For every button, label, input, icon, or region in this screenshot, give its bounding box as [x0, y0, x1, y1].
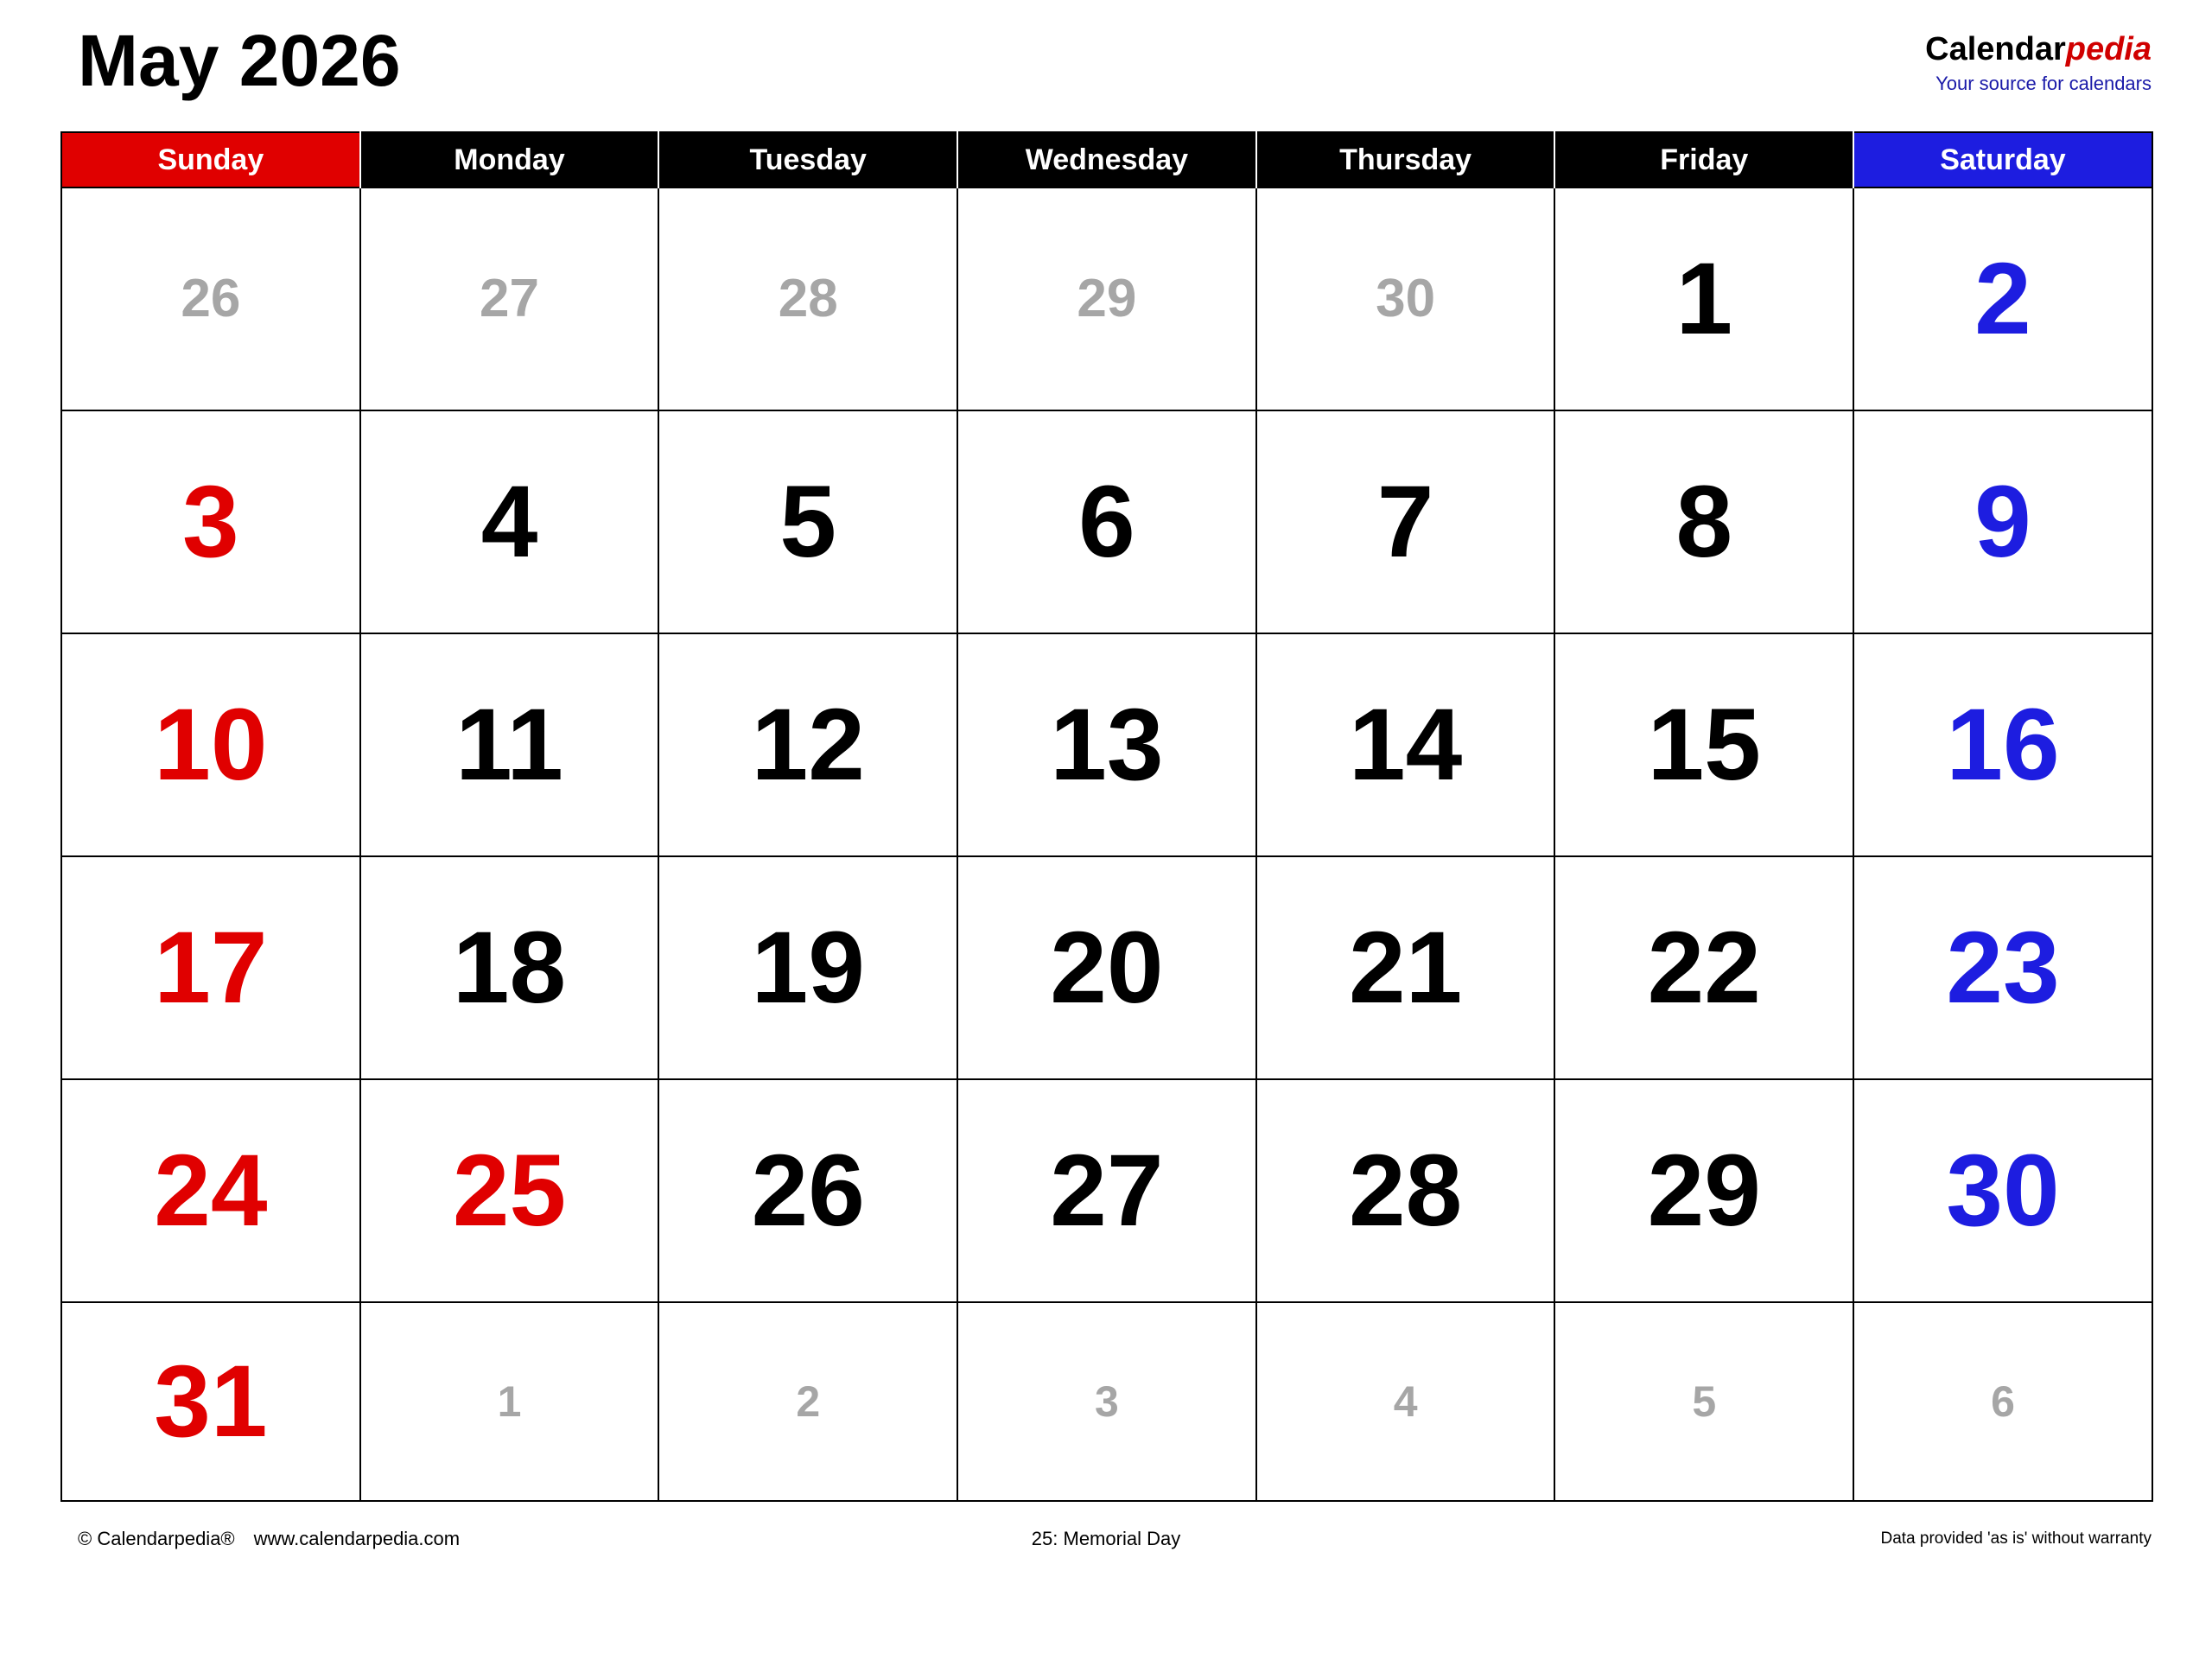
- calendar-day-cell[interactable]: [360, 856, 659, 1079]
- day-number: 14: [1348, 688, 1463, 802]
- weekday-header-thursday: Thursday: [1256, 132, 1555, 188]
- calendar-week-row: [61, 410, 2152, 633]
- day-number: 5: [779, 465, 837, 579]
- calendar-day-cell[interactable]: [360, 410, 659, 633]
- calendar-day-cell[interactable]: [1554, 856, 1853, 1079]
- calendar-body: [61, 188, 2152, 1501]
- brand-tagline: Your source for calendars: [1936, 73, 2152, 94]
- calendar-day-cell[interactable]: [1853, 188, 2152, 410]
- day-number: 1: [497, 1377, 522, 1426]
- weekday-header-monday: Monday: [360, 132, 659, 188]
- brand-logo: [1925, 33, 2152, 93]
- weekday-header-wednesday: Wednesday: [957, 132, 1256, 188]
- day-number: 27: [1050, 1134, 1164, 1248]
- calendar-day-cell[interactable]: [957, 1079, 1256, 1302]
- calendar-day-cell[interactable]: [658, 1079, 957, 1302]
- day-number: 22: [1647, 911, 1761, 1025]
- calendar-day-cell[interactable]: [1554, 188, 1853, 410]
- calendar-day-cell[interactable]: [1853, 1302, 2152, 1501]
- day-number: 1: [1675, 242, 1733, 356]
- day-number: 26: [751, 1134, 865, 1248]
- calendar-day-cell[interactable]: [1554, 633, 1853, 856]
- day-number: 8: [1675, 465, 1733, 579]
- day-number: 21: [1348, 911, 1463, 1025]
- calendar-day-cell[interactable]: [360, 188, 659, 410]
- page-header: [60, 0, 2152, 131]
- calendar-day-cell[interactable]: [1853, 633, 2152, 856]
- day-number: 5: [1692, 1377, 1717, 1426]
- calendar-day-cell[interactable]: [360, 1079, 659, 1302]
- day-number: 24: [154, 1134, 268, 1248]
- day-number: 19: [751, 911, 865, 1025]
- page-title: May 2026: [78, 20, 401, 101]
- calendar-table: [60, 131, 2153, 1502]
- calendar-week-row: [61, 856, 2152, 1079]
- calendar-day-cell[interactable]: [61, 1302, 360, 1501]
- footer-holiday-note: 25: Memorial Day: [1031, 1528, 1181, 1549]
- footer-website-link[interactable]: www.calendarpedia.com: [253, 1528, 461, 1549]
- calendar-day-cell[interactable]: [61, 856, 360, 1079]
- page-footer: [60, 1507, 2152, 1571]
- calendar-day-cell[interactable]: [360, 1302, 659, 1501]
- calendar-day-cell[interactable]: [1554, 410, 1853, 633]
- calendar-day-cell[interactable]: [1256, 1302, 1555, 1501]
- calendar-week-row: [61, 1079, 2152, 1302]
- day-number: 25: [452, 1134, 567, 1248]
- calendar-day-cell[interactable]: [957, 1302, 1256, 1501]
- calendar-day-cell[interactable]: [658, 856, 957, 1079]
- footer-copyright: © Calendarpedia®: [78, 1528, 235, 1549]
- calendar-day-cell[interactable]: [1256, 633, 1555, 856]
- brand-name-part1: Calendar: [1925, 31, 2066, 67]
- day-number: 2: [796, 1377, 821, 1426]
- brand-name: [1925, 33, 2152, 66]
- calendar-day-cell[interactable]: [1853, 856, 2152, 1079]
- brand-name-part2: pedia: [2065, 31, 2152, 67]
- day-number: 3: [1095, 1377, 1119, 1426]
- calendar-day-cell[interactable]: [1853, 1079, 2152, 1302]
- calendar-day-cell[interactable]: [658, 410, 957, 633]
- calendar-day-cell[interactable]: [658, 188, 957, 410]
- calendar-day-cell[interactable]: [1853, 410, 2152, 633]
- weekday-header-tuesday: Tuesday: [658, 132, 957, 188]
- calendar-day-cell[interactable]: [957, 410, 1256, 633]
- day-number: 6: [1078, 465, 1135, 579]
- calendar-day-cell[interactable]: [61, 1079, 360, 1302]
- calendar-day-cell[interactable]: [360, 633, 659, 856]
- day-number: 13: [1050, 688, 1164, 802]
- day-number: 11: [455, 688, 563, 802]
- day-number: 20: [1050, 911, 1164, 1025]
- day-number: 29: [1077, 269, 1137, 328]
- day-number: 15: [1647, 688, 1761, 802]
- calendar-day-cell[interactable]: [1256, 1079, 1555, 1302]
- weekday-header-row: [61, 132, 2152, 188]
- calendar-week-row: [61, 633, 2152, 856]
- day-number: 28: [1348, 1134, 1463, 1248]
- calendar-day-cell[interactable]: [658, 633, 957, 856]
- calendar-day-cell[interactable]: [957, 188, 1256, 410]
- weekday-header-sunday: Sunday: [61, 132, 360, 188]
- calendar-week-row: [61, 188, 2152, 410]
- calendar-day-cell[interactable]: [1554, 1302, 1853, 1501]
- calendar-day-cell[interactable]: [61, 188, 360, 410]
- day-number: 28: [778, 269, 838, 328]
- day-number: 12: [751, 688, 865, 802]
- day-number: 4: [480, 465, 538, 579]
- day-number: 9: [1974, 465, 2031, 579]
- day-number: 6: [1991, 1377, 2015, 1426]
- weekday-header-friday: Friday: [1554, 132, 1853, 188]
- day-number: 3: [182, 465, 239, 579]
- calendar-week-row: [61, 1302, 2152, 1501]
- calendar-day-cell[interactable]: [1256, 410, 1555, 633]
- day-number: 31: [154, 1345, 268, 1459]
- calendar-day-cell[interactable]: [1554, 1079, 1853, 1302]
- day-number: 29: [1647, 1134, 1761, 1248]
- day-number: 30: [1946, 1134, 2060, 1248]
- day-number: 26: [181, 269, 241, 328]
- calendar-day-cell[interactable]: [957, 633, 1256, 856]
- footer-disclaimer: Data provided 'as is' without warranty: [1880, 1529, 2152, 1548]
- calendar-day-cell[interactable]: [1256, 188, 1555, 410]
- day-number: 10: [154, 688, 268, 802]
- day-number: 4: [1393, 1377, 1418, 1426]
- day-number: 17: [154, 911, 268, 1025]
- calendar-day-cell[interactable]: [1256, 856, 1555, 1079]
- calendar-day-cell[interactable]: [957, 856, 1256, 1079]
- day-number: 23: [1946, 911, 2060, 1025]
- calendar-day-cell[interactable]: [61, 410, 360, 633]
- day-number: 30: [1376, 269, 1436, 328]
- calendar-day-cell[interactable]: [658, 1302, 957, 1501]
- day-number: 7: [1376, 465, 1434, 579]
- calendar-day-cell[interactable]: [61, 633, 360, 856]
- day-number: 16: [1946, 688, 2060, 802]
- day-number: 18: [452, 911, 567, 1025]
- day-number: 2: [1974, 242, 2031, 356]
- weekday-header-saturday: Saturday: [1853, 132, 2152, 188]
- day-number: 27: [480, 269, 540, 328]
